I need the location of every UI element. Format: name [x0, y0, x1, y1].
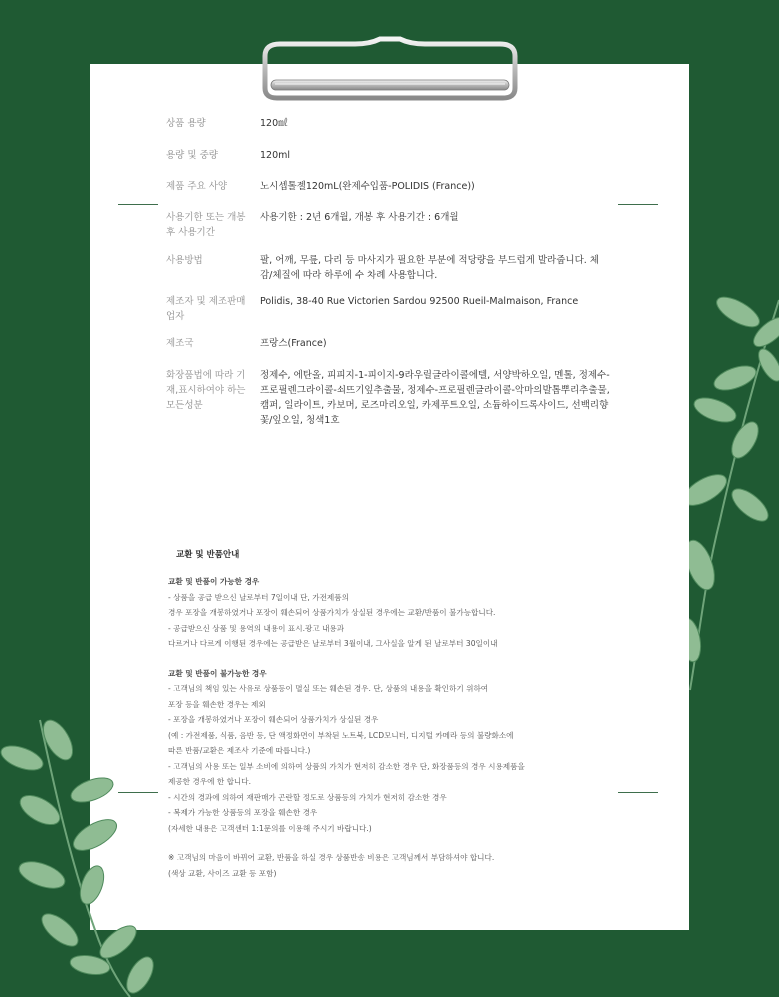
notice-line: 경우 포장을 개봉하였거나 포장이 훼손되어 상품가치가 상실된 경우에는 교환/반품이 불가능합니다.: [168, 608, 496, 617]
notice-line: - 고객님의 사용 또는 일부 소비에 의하여 상품의 가치가 현저히 감소한 경우 단, 화장품등의 경우 시용제품을: [168, 761, 525, 771]
info-label: 상품 용량: [166, 118, 206, 129]
clipboard-clip-icon: [255, 36, 525, 106]
divider: [618, 204, 658, 205]
notice-body: [168, 574, 638, 881]
divider: [118, 792, 158, 793]
notice-line: 제공한 경우에 한 합니다.: [168, 777, 252, 786]
info-value: Polidis, 38-40 Rue Victorien Sardou 92500 Rueil-Malmaison, France: [260, 296, 579, 307]
info-value: 사용기한 : 2년 6개월, 개봉 후 사용기간 : 6개월: [260, 212, 459, 223]
info-value: 120㎖: [260, 118, 288, 129]
info-value: 120ml: [260, 150, 291, 161]
info-label: 제조국: [166, 338, 194, 349]
info-label: 용량 및 중량: [166, 150, 218, 161]
impossible-title: 교환 및 반품이 불가능한 경우: [168, 668, 267, 678]
footer-note: (색상 교환, 사이즈 교환 등 포함): [168, 868, 277, 878]
info-label: 사용기한 또는 개봉 후 사용기간: [166, 212, 246, 238]
notice-line: 포장 등을 훼손한 경우는 제외: [168, 699, 266, 709]
notice-line: - 포장을 개봉하였거나 포장이 훼손되어 상품가치가 상실된 경우: [168, 715, 379, 724]
info-value: 프랑스(France): [260, 338, 327, 349]
divider: [118, 204, 158, 205]
notice-line: - 공급받으신 상품 및 용역의 내용이 표시.광고 내용과: [168, 623, 345, 633]
info-label: 사용방법: [166, 255, 203, 266]
info-label: 제조자 및 제조판매업자: [166, 296, 246, 322]
notice-title: 교환 및 반품안내: [176, 550, 240, 560]
divider: [618, 792, 658, 793]
footer-note: ※ 고객님의 마음이 바뀌어 교환, 반품을 하실 경우 상품반송 비용은 고객님께서 부담하셔야 합니다.: [168, 853, 495, 862]
info-label: 제품 주요 사양: [166, 181, 228, 192]
notice-line: 따른 반품/교환은 제조사 기준에 따릅니다.): [168, 746, 311, 755]
notice-line: - 시간의 경과에 의하여 재판매가 곤란할 정도로 상품등의 가치가 현저히 감소한 경우: [168, 792, 447, 802]
info-value: 팔, 어깨, 무릎, 다리 등 마사지가 필요한 부분에 적당량을 부드럽게 발라줍니다. 체감/체질에 따라 하루에 수 차례 사용합니다.: [260, 255, 599, 281]
notice-line: 다르거나 다르게 이행된 경우에는 공급받은 날로부터 3월이내, 그사실을 알게 된 날로부터 30일이내: [168, 639, 498, 648]
info-label: 화장품법에 따라 기재,표시하여야 하는 모든성분: [166, 370, 246, 411]
notice-line: - 복제가 가능한 상품등의 포장을 훼손한 경우: [168, 808, 318, 817]
possible-title: 교환 및 반품이 가능한 경우: [168, 577, 260, 586]
info-value: 노시셉톨젤120mL(완제수입품-POLIDIS (France)): [260, 181, 475, 192]
document-sheet: [90, 64, 689, 930]
info-value: 정제수, 에탄올, 피피지-1-피이지-9라우릴글라이콜에텔, 서양박하오일, 멘톨, 정제수-프로필렌그라이콜-쇠뜨기잎추출물, 정제수-프로필렌글라이콜-악마의발톱뿌리추출물, 캠퍼, 일라이트, 카보머, 로즈마리오일, 카제푸트오일, 소듐하이드록사이드, 선백리향꽃/잎오일, 청색1호: [260, 370, 610, 426]
notice-line: - 상품을 공급 받으신 날로부터 7일이내 단, 가전제품의: [168, 592, 349, 602]
notice-line: (예 : 가전제품, 식품, 음반 등, 단 액정화면이 부착된 노트북, LCD모니터, 디지털 카메라 등의 불량화소에: [168, 730, 514, 740]
notice-line: (자세한 내용은 고객센터 1:1문의를 이용해 주시기 바랍니다.): [168, 823, 372, 833]
notice-line: - 고객님의 책임 있는 사유로 상품등이 멸실 또는 훼손된 경우. 단, 상품의 내용을 확인하기 위하여: [168, 684, 489, 693]
